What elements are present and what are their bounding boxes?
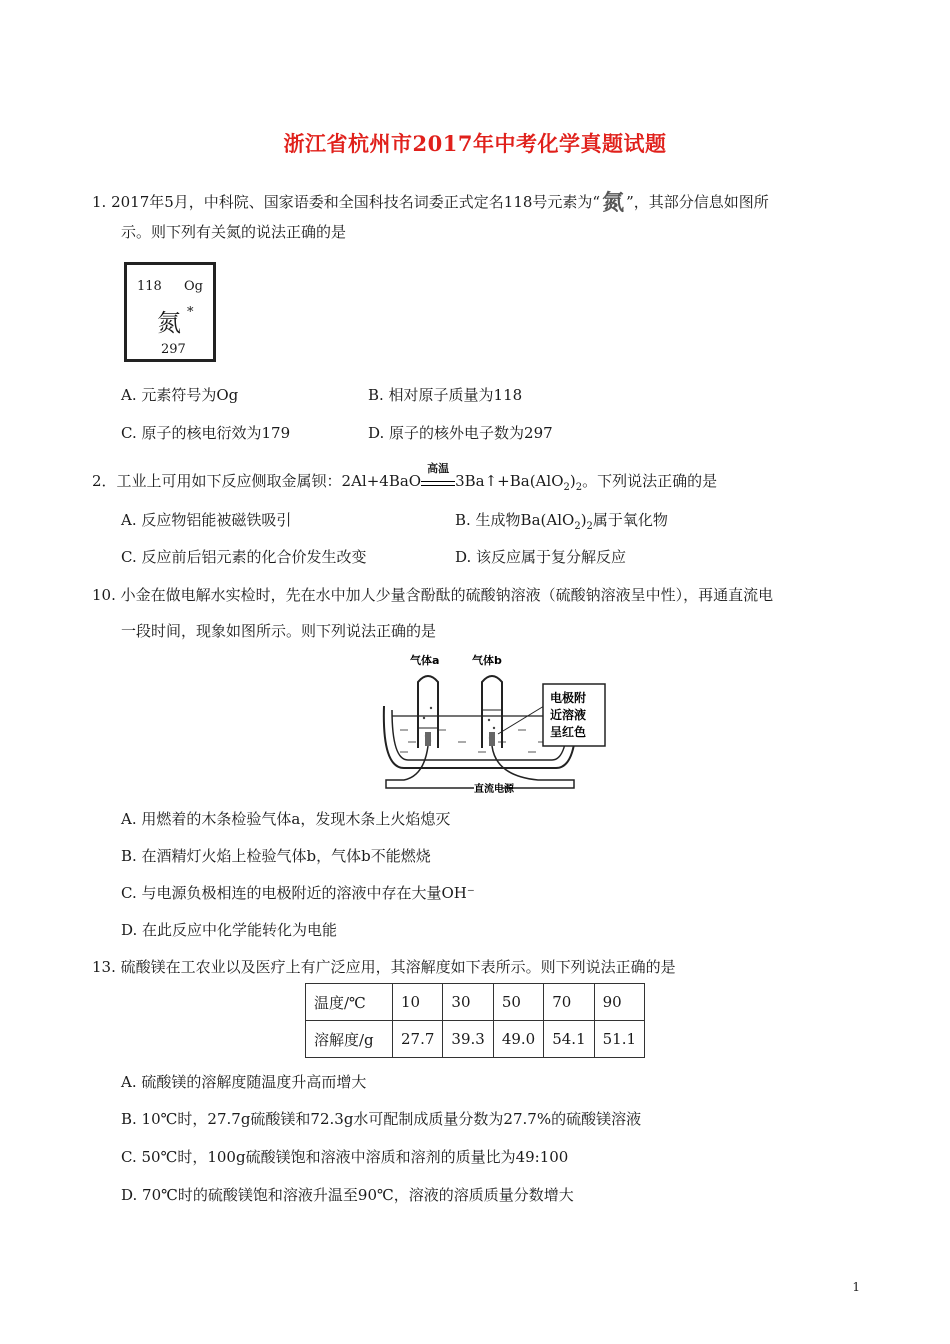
q2-option-c: C. 反应前后铝元素的化合价发生改变 [121, 548, 367, 566]
element-symbol: Og [184, 279, 203, 294]
q1-option-d: D. 原子的核外电子数为297 [368, 424, 553, 442]
q1-option-a: A. 元素符号为Og [121, 386, 239, 404]
element-name: 氮 [157, 309, 181, 337]
q10-option-c: C. 与电源负极相连的电极附近的溶液中存在大量OH⁻ [121, 884, 475, 902]
q1-stem-line2: 示。则下列有关氮的说法正确的是 [121, 223, 347, 241]
q13-option-b: B. 10℃时，27.7g硫酸镁和72.3g水可配制成质量分数为27.7%的硫酸镁溶液 [121, 1110, 642, 1128]
note-line-2: 近溶液 [550, 708, 587, 722]
page-title: 浙江省杭州市2017年中考化学真题试题 [283, 131, 667, 156]
electrolysis-figure [378, 648, 618, 798]
table-cell: 27.7 [393, 1021, 443, 1058]
reaction-condition [421, 462, 455, 486]
q2-option-b-sub1: 2 [574, 521, 581, 532]
q10-stem-line2: 一段时间，现象如图所示。则下列说法正确的是 [121, 622, 437, 640]
q13-option-c: C. 50℃时，100g硫酸镁饱和溶液中溶质和溶剂的质量比为49:100 [121, 1148, 569, 1166]
q10-option-b: B. 在酒精灯火焰上检验气体b，气体b不能燃烧 [121, 847, 431, 865]
q1-option-c: C. 原子的核电衍效为179 [121, 424, 291, 442]
q2-stem-post: 3Ba↑+Ba(AlO [455, 472, 564, 490]
table-cell: 90 [594, 984, 644, 1021]
table-cell: 50 [493, 984, 543, 1021]
element-star: * [187, 305, 194, 320]
element-number: 118 [137, 279, 162, 294]
element-mass: 297 [161, 342, 186, 357]
table-row [306, 1021, 645, 1058]
q1-stem-pre: 1. 2017年5月，中科院、国家语委和全国科技名词委正式定名118号元素为“ [92, 193, 601, 211]
q10-option-a: A. 用燃着的木条检验气体a，发现木条上火焰熄灭 [121, 810, 451, 828]
q2-option-a: A. 反应物铝能被磁铁吸引 [121, 511, 292, 529]
liquid-pattern [400, 730, 556, 752]
q2-option-b-pre: B. 生成物Ba(AlO [455, 511, 575, 529]
table-cell: 30 [443, 984, 493, 1021]
q2-option-b-sub2: 2 [586, 521, 593, 532]
condition-equals [421, 481, 455, 486]
element-glyph: 氮 [602, 190, 625, 216]
q2-option-b-mid: ) [580, 511, 587, 529]
q2-option-d: D. 该反应属于复分解反应 [455, 548, 627, 566]
q10-option-d: D. 在此反应中化学能转化为电能 [121, 921, 338, 939]
table-cell: 70 [544, 984, 594, 1021]
table-cell: 39.3 [443, 1021, 493, 1058]
table-cell: 51.1 [594, 1021, 644, 1058]
page-number: 1 [852, 1280, 860, 1294]
note-line-3: 呈红色 [550, 725, 587, 739]
solubility-table [305, 983, 645, 1058]
table-cell: 10 [393, 984, 443, 1021]
q1-option-b: B. 相对原子质量为118 [368, 386, 523, 404]
q2-tail: ) [569, 472, 576, 490]
q2-sub2: 2 [575, 482, 583, 493]
q2-option-b [455, 509, 668, 532]
q2-option-b-post: 属于氧化物 [592, 511, 668, 529]
table-cell: 54.1 [544, 1021, 594, 1058]
q10-stem-line1: 10. 小金在做电解水实检时，先在水中加人少量含酚酞的硫酸钠溶液（硫酸钠溶液呈中性），再通直流电 [92, 586, 774, 604]
q1-stem-line1 [92, 186, 769, 217]
label-gas-a: 气体a [410, 654, 440, 667]
q2-stem-pre: 2．工业上可用如下反应侧取金属钡：2Al+4BaO [92, 472, 422, 490]
q2-sub1: 2 [563, 482, 570, 493]
label-power-source: 直流电源 [474, 784, 514, 795]
q13-option-d: D. 70℃时的硫酸镁饱和溶液升温至90℃，溶液的溶质质量分数增大 [121, 1186, 574, 1204]
electrode-b [489, 732, 495, 746]
q13-option-a: A. 硫酸镁的溶解度随温度升高而增大 [121, 1073, 367, 1091]
table-cell: 49.0 [493, 1021, 543, 1058]
q1-stem-post: ”，其部分信息如图所 [626, 193, 769, 211]
label-gas-b: 气体b [472, 654, 502, 667]
q13-stem: 13. 硫酸镁在工农业以及医疗上有广泛应用，其溶解度如下表所示。则下列说法正确的是 [92, 958, 676, 976]
note-line-1: 电极附 [550, 691, 587, 705]
table-row [306, 984, 645, 1021]
element-card [124, 262, 216, 362]
q2-stem-end: 。下列说法正确的是 [582, 472, 718, 490]
table-cell: 温度/℃ [306, 984, 393, 1021]
table-cell: 溶解度/g [306, 1021, 393, 1058]
electrode-a [425, 732, 431, 746]
q2-stem [92, 462, 718, 493]
condition-label: 高温 [427, 462, 450, 475]
